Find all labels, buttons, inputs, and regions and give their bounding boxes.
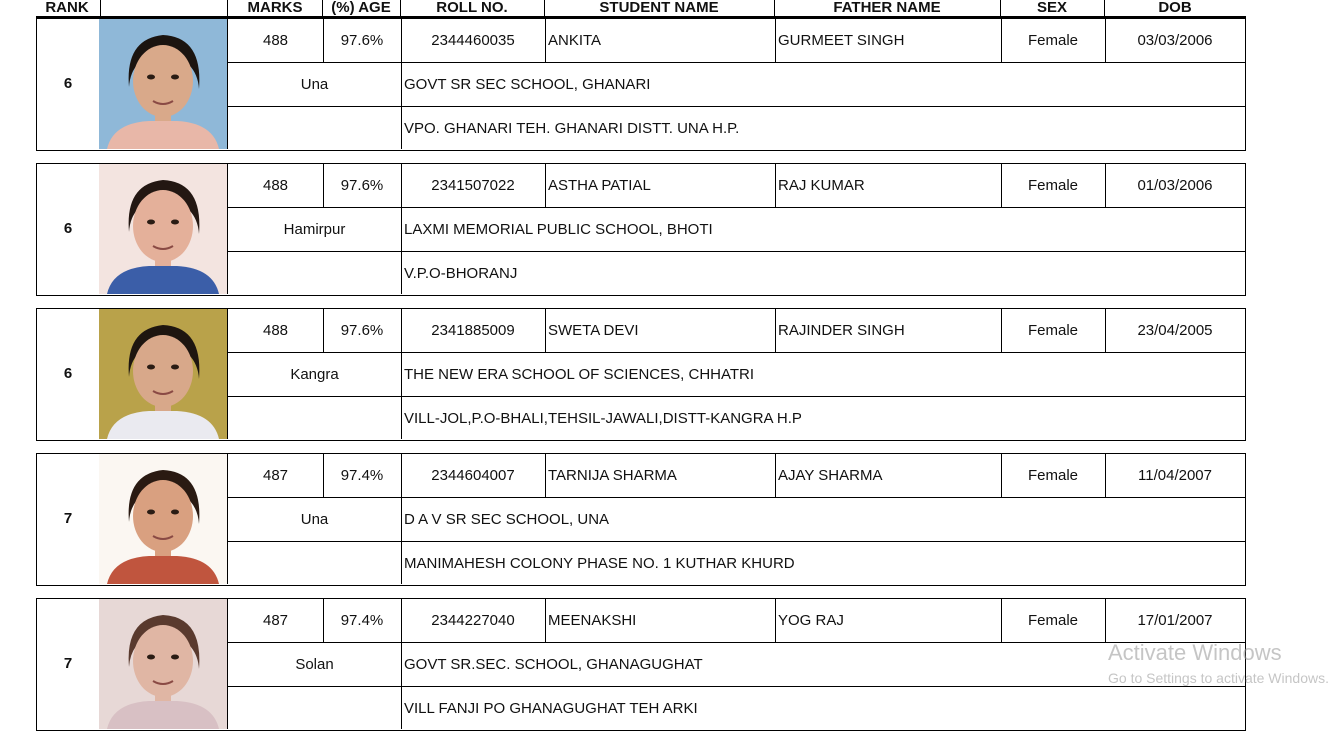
header-divider xyxy=(100,0,101,17)
address-cell: MANIMAHESH COLONY PHASE NO. 1 KUTHAR KHURD xyxy=(404,555,795,572)
district-cell: Una xyxy=(300,511,329,528)
empty-cell xyxy=(228,252,401,294)
rank-cell: 6 xyxy=(63,75,73,92)
percent-cell: 97.6% xyxy=(340,177,384,194)
percent-cell: 97.4% xyxy=(340,467,384,484)
roll-no-cell: 2344604007 xyxy=(431,467,515,484)
student-name-cell: TARNIJA SHARMA xyxy=(548,467,677,484)
address-cell: V.P.O-BHORANJ xyxy=(404,265,518,282)
rank-cell: 7 xyxy=(63,655,73,672)
header-percent: (%) AGE xyxy=(331,0,391,16)
student-photo xyxy=(99,454,227,584)
student-photo xyxy=(99,19,227,149)
student-name-cell: ASTHA PATIAL xyxy=(548,177,651,194)
marks-cell: 488 xyxy=(262,32,289,49)
header-rank: RANK xyxy=(45,0,89,16)
sex-cell: Female xyxy=(1027,32,1079,49)
marks-cell: 488 xyxy=(262,322,289,339)
school-name-cell: GOVT SR SEC SCHOOL, GHANARI xyxy=(404,76,651,93)
rank-cell: 7 xyxy=(63,510,73,527)
table-row xyxy=(36,163,1246,296)
sex-cell: Female xyxy=(1027,612,1079,629)
header-father-name: FATHER NAME xyxy=(833,0,941,16)
empty-cell xyxy=(228,397,401,439)
district-cell: Hamirpur xyxy=(283,221,346,238)
student-photo xyxy=(99,309,227,439)
school-name-cell: LAXMI MEMORIAL PUBLIC SCHOOL, BHOTI xyxy=(404,221,713,238)
activate-windows-watermark: Activate Windows xyxy=(1108,640,1282,665)
student-name-cell: MEENAKSHI xyxy=(548,612,637,629)
sex-cell: Female xyxy=(1027,177,1079,194)
district-cell: Kangra xyxy=(290,366,339,383)
table-row xyxy=(36,18,1246,151)
header-marks: MARKS xyxy=(247,0,303,16)
percent-cell: 97.6% xyxy=(340,32,384,49)
father-name-cell: AJAY SHARMA xyxy=(778,467,883,484)
dob-cell: 23/04/2005 xyxy=(1137,322,1213,339)
marks-cell: 488 xyxy=(262,177,289,194)
table-row xyxy=(36,598,1246,731)
father-name-cell: RAJINDER SINGH xyxy=(778,322,905,339)
empty-cell xyxy=(228,542,401,584)
header-divider xyxy=(322,0,323,17)
table-row xyxy=(36,453,1246,586)
header-dob: DOB xyxy=(1158,0,1192,16)
table-row xyxy=(36,308,1246,441)
father-name-cell: RAJ KUMAR xyxy=(778,177,865,194)
rank-cell: 6 xyxy=(63,220,73,237)
header-roll-no: ROLL NO. xyxy=(436,0,508,16)
empty-cell xyxy=(228,687,401,729)
header-divider xyxy=(1000,0,1001,17)
percent-cell: 97.6% xyxy=(340,322,384,339)
header-divider xyxy=(774,0,775,17)
school-name-cell: GOVT SR.SEC. SCHOOL, GHANAGUGHAT xyxy=(404,656,703,673)
student-photo xyxy=(99,164,227,294)
rank-cell: 6 xyxy=(63,365,73,382)
header-sex: SEX xyxy=(1036,0,1068,16)
district-cell: Una xyxy=(300,76,329,93)
header-divider xyxy=(227,0,228,17)
dob-cell: 11/04/2007 xyxy=(1138,467,1212,484)
dob-cell: 03/03/2006 xyxy=(1137,32,1213,49)
empty-cell xyxy=(228,107,401,149)
district-cell: Solan xyxy=(295,656,334,673)
student-name-cell: ANKITA xyxy=(548,32,602,49)
header-divider xyxy=(544,0,545,17)
sex-cell: Female xyxy=(1027,467,1079,484)
roll-no-cell: 2344460035 xyxy=(431,32,515,49)
address-cell: VPO. GHANARI TEH. GHANARI DISTT. UNA H.P. xyxy=(404,120,740,137)
school-name-cell: D A V SR SEC SCHOOL, UNA xyxy=(404,511,610,528)
sex-cell: Female xyxy=(1027,322,1079,339)
header-divider xyxy=(400,0,401,17)
dob-cell: 17/01/2007 xyxy=(1137,612,1213,629)
dob-cell: 01/03/2006 xyxy=(1137,177,1213,194)
father-name-cell: GURMEET SINGH xyxy=(778,32,905,49)
header-student-name: STUDENT NAME xyxy=(599,0,719,16)
activate-windows-subtext: Go to Settings to activate Windows. xyxy=(1108,670,1329,686)
header-divider xyxy=(1104,0,1105,17)
school-name-cell: THE NEW ERA SCHOOL OF SCIENCES, CHHATRI xyxy=(404,366,755,383)
address-cell: VILL FANJI PO GHANAGUGHAT TEH ARKI xyxy=(404,700,698,717)
marks-cell: 487 xyxy=(262,467,289,484)
roll-no-cell: 2344227040 xyxy=(431,612,515,629)
percent-cell: 97.4% xyxy=(340,612,384,629)
father-name-cell: YOG RAJ xyxy=(778,612,844,629)
student-name-cell: SWETA DEVI xyxy=(548,322,639,339)
roll-no-cell: 2341507022 xyxy=(431,177,515,194)
student-photo xyxy=(99,599,227,729)
roll-no-cell: 2341885009 xyxy=(431,322,515,339)
address-cell: VILL-JOL,P.O-BHALI,TEHSIL-JAWALI,DISTT-KANGRA H.P xyxy=(404,410,802,427)
marks-cell: 487 xyxy=(262,612,289,629)
